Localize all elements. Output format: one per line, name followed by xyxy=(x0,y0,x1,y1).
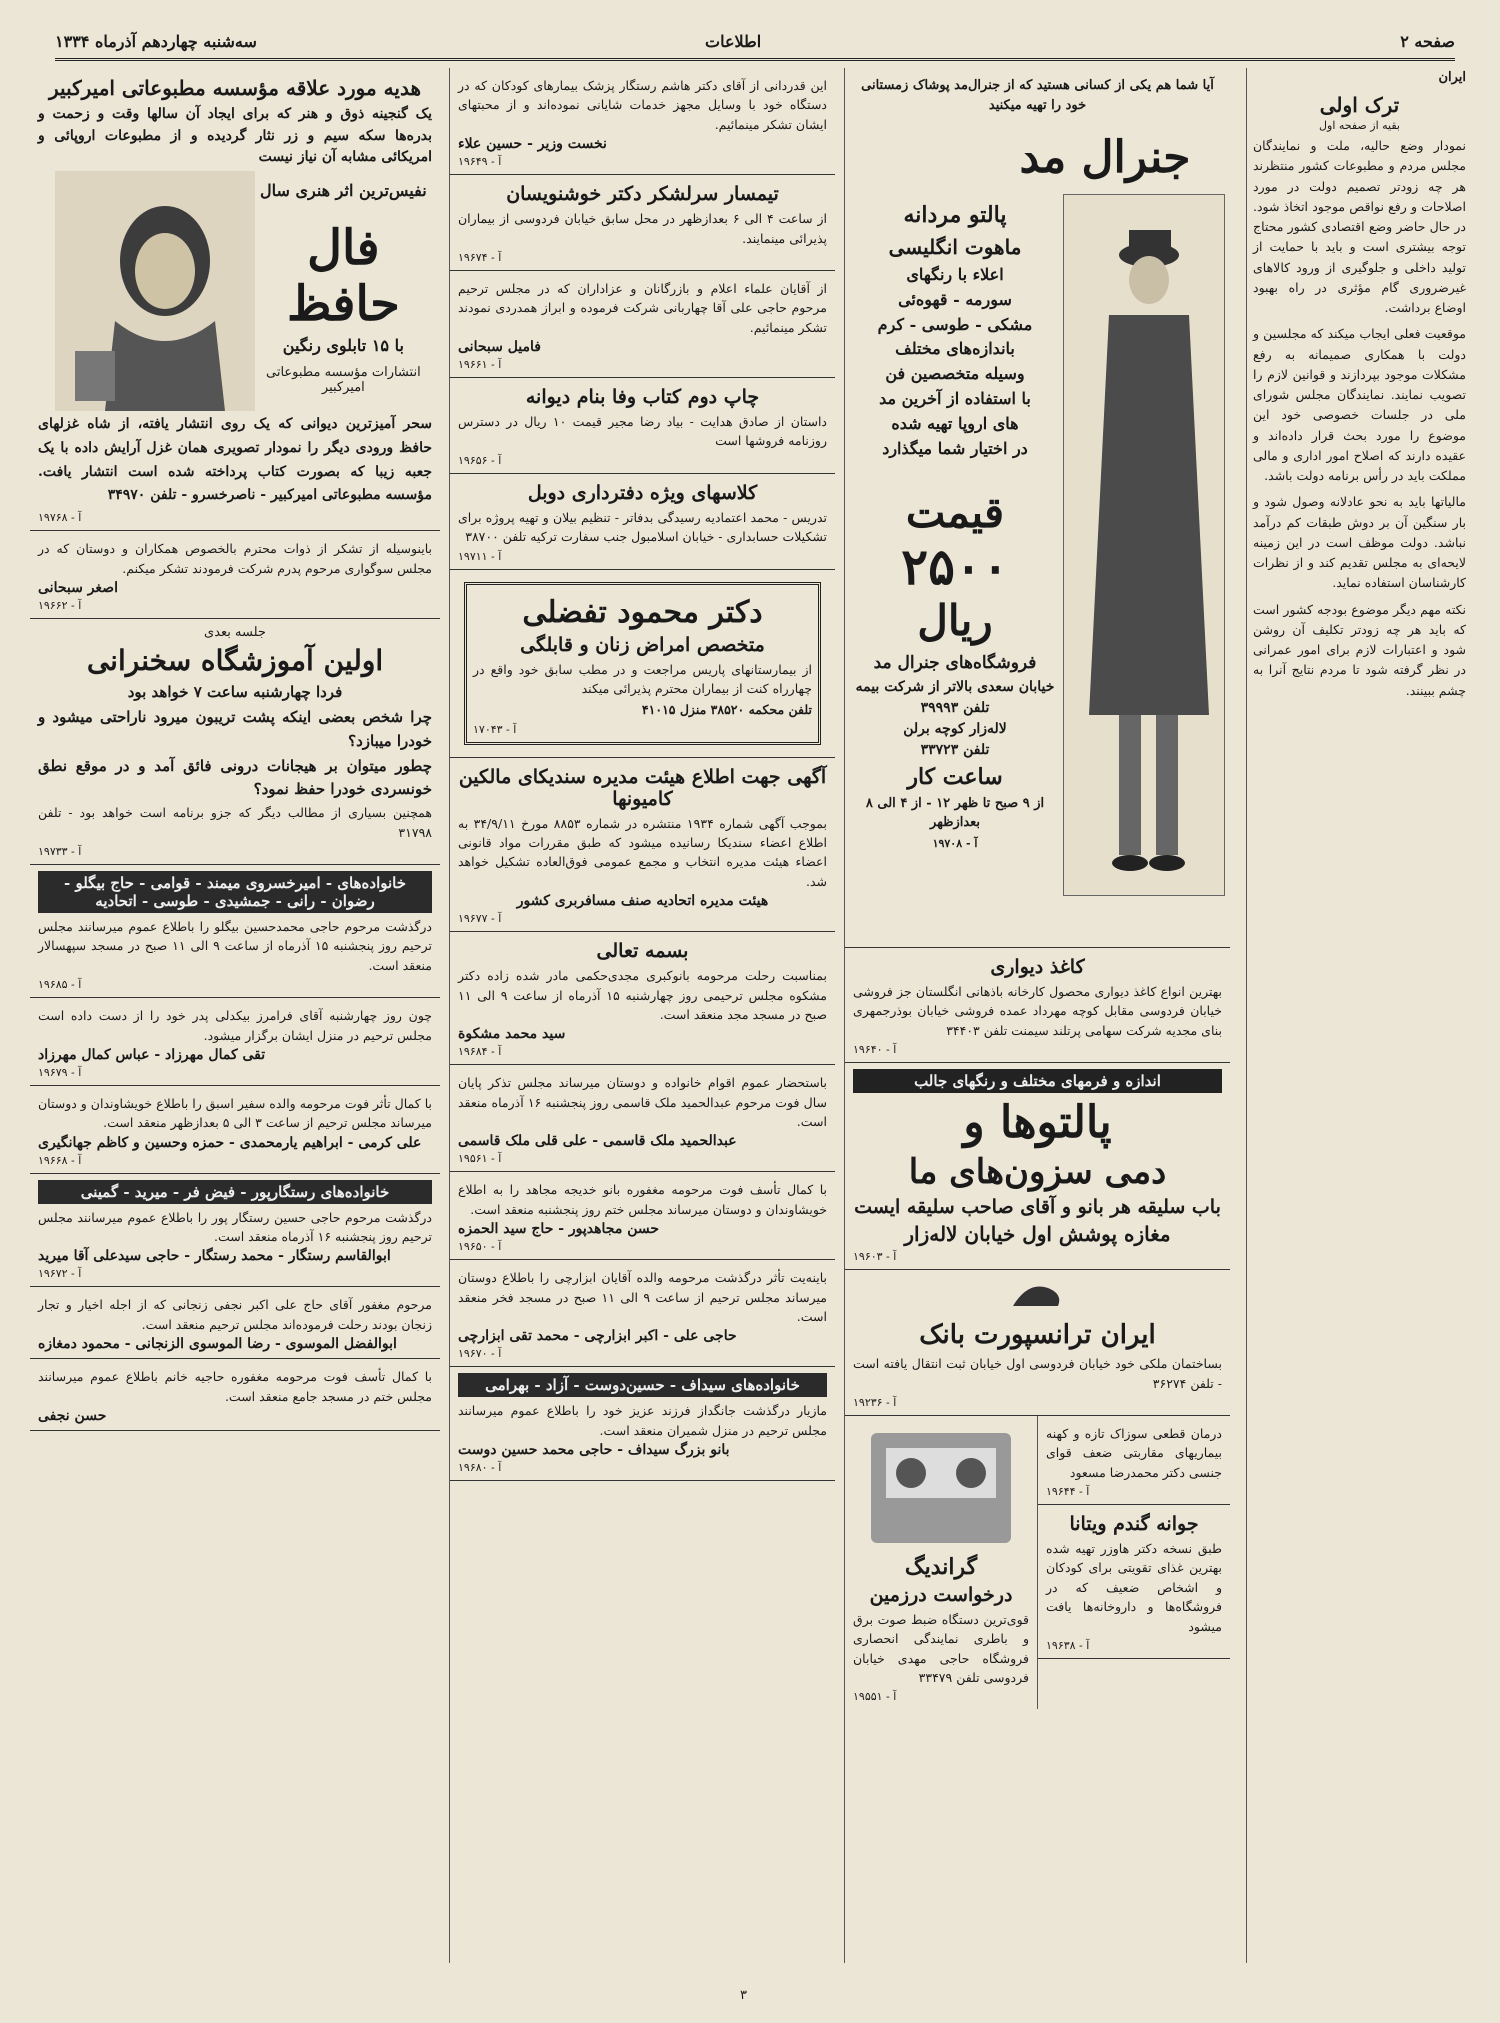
stores xyxy=(855,651,1055,852)
ad-code: آ - ۱۹۶۳۸ xyxy=(1046,1638,1090,1652)
coat-man-illustration xyxy=(1063,194,1225,896)
column-ads-3 xyxy=(449,68,835,1963)
ad-title: جوانه گندم ویتانا xyxy=(1069,1513,1199,1535)
column-ads-2 xyxy=(844,68,1230,1963)
ad-text: یک گنجینه ذوق و هنر که برای ایجاد آن سالها وقت و زحمت و بدره‌ها سکه سیم و زر نثار گردیده و از مطبوعات اروپائی و امریکائی مشابه آن نیاز نیست xyxy=(38,106,432,166)
coat-features xyxy=(855,198,1055,461)
hafez-caption: نفیس‌ترین اثر هنری سال xyxy=(260,181,427,201)
feature-line: باندازه‌های مختلف xyxy=(895,339,1015,359)
notice-text: چون روز چهارشنبه آقای فرامرز بیکدلی پدر خود را از دست داده است مجلس ترحیم در منزل ایشان برگزار میشود. xyxy=(38,1008,432,1043)
notice-text: مرحوم مغفور آقای حاج علی اکبر نجفی زنجانی که از اجله اخیار و تجار زنجان بودند رحلت فرموده‌اند مجلس ترحیم منعقد است. xyxy=(38,1297,432,1332)
notice xyxy=(450,1260,835,1367)
ad-wheat-germ xyxy=(1038,1505,1230,1659)
price-value: ۲۵۰۰ xyxy=(901,537,1009,596)
ad-top: اندازه و فرمهای مختلف و رنگهای جالب xyxy=(853,1069,1222,1093)
ad-code: آ - ۱۹۶۷۷ xyxy=(458,912,502,926)
notice-signature: حاجی علی - اکبر ابزارچی - محمد تقی ابزارچی xyxy=(458,1328,737,1345)
ad-code: آ - ۱۹۷۶۸ xyxy=(38,511,82,525)
ad-column-left xyxy=(845,1416,1037,1710)
feature-line: اعلاء با رنگهای xyxy=(906,265,1004,285)
ad-item xyxy=(450,378,835,474)
feature-line: مشکی - طوسی - کرم xyxy=(877,314,1033,334)
feature-line: های اروپا تهیه شده xyxy=(891,413,1019,433)
ad-title: کلاسهای ویژه دفترداری دوبل xyxy=(527,481,758,504)
feature-line: در اختیار شما میگذارد xyxy=(882,438,1028,458)
ad-text: داستان از صادق هدایت - بیاد رضا مجیر قیمت ۱۰ ریال در دسترس روزنامه فروشها است xyxy=(458,414,827,449)
hours-title: ساعت کار xyxy=(907,763,1003,790)
ad-code: آ - ۱۹۶۸۴ xyxy=(458,1045,502,1059)
ad-title: چاپ دوم کتاب وفا بنام دیوانه xyxy=(525,386,760,408)
ad-code: آ - ۱۹۶۴۰ xyxy=(853,1043,897,1057)
store-address: لاله‌زار کوچه برلن xyxy=(903,720,1007,737)
price-currency: ریال xyxy=(917,596,993,645)
ad-code: آ - ۱۹۶۰۳ xyxy=(853,1250,897,1264)
feature-line: ماهوت انگلیسی xyxy=(888,235,1022,260)
article-paragraph: نکته مهم دیگر موضوع بودجه کشور است که باید هر چه زودتر تکلیف آن روشن شود و اعتبارات لازم برای امور عمرانی در نظر گرفته شود تا مردم نتایج آنرا به چشم ببینند. xyxy=(1253,601,1466,698)
notice-title: خانواده‌های - امیرخسروی میمند - قوامی - حاج بیگلو - رضوان - رانی - جمشیدی - طوسی - اتحادیه xyxy=(38,871,432,913)
ad-code: آ - ۱۹۶۶۲ xyxy=(38,599,82,612)
notice-signature: حسن نجفی xyxy=(38,1407,107,1424)
ad-code: آ - ۱۹۶۸۵ xyxy=(38,978,82,992)
hafez-titles xyxy=(255,171,432,411)
ad-title: درخواست درزمین xyxy=(869,1583,1013,1606)
notice-signature: ابوالقاسم رستگار - محمد رستگار - حاجی سیدعلی آقا میرید xyxy=(38,1248,391,1265)
ad-code: آ - ۱۹۲۳۶ xyxy=(853,1395,897,1409)
ad-line: مغازه پوشش اول خیابان لاله‌زار xyxy=(904,1222,1171,1247)
notice-text: با کمال تأسف فوت مرحومه مغفوره حاجیه خانم باطلاع عموم میرسانند مجلس ختم در مسجد جامع منعقد است. xyxy=(38,1369,432,1404)
store-phone: تلفن ۳۹۹۹۳ xyxy=(920,699,990,716)
ad-item xyxy=(450,68,835,175)
ad-code: آ - ۱۹۶۴۴ xyxy=(1046,1485,1090,1498)
article-paragraph: مالیاتها باید به نحو عادلانه وصول شود و بار سنگین آن بر دوش طبقات کم درآمد نباشد. دولت موظف است در این زمینه لایحه‌ای به مجلس تقدیم کند و از نظرات کارشناسان استفاده نماید. xyxy=(1253,494,1466,591)
store-phone: تلفن ۳۳۷۲۳ xyxy=(920,741,990,758)
ad-signature: فامیل سبحانی xyxy=(458,339,541,355)
ad-headline: پالتوها و xyxy=(963,1097,1112,1149)
notice xyxy=(30,1359,440,1431)
notice-signature: بانو بزرگ سیداف - حاجی محمد حسین دوست xyxy=(458,1442,730,1458)
ad-code: آ - ۱۹۶۷۰ xyxy=(458,1347,502,1361)
lecture-title: اولین آموزشگاه سخنرانی xyxy=(86,644,384,677)
ad-code: آ - ۱۹۶۶۸ xyxy=(38,1153,82,1167)
doctor-specialty: متخصص امراض زنان و قابلگی xyxy=(520,633,765,656)
ad-text: این قدردانی از آقای دکتر هاشم رستگار پزشک بیمارهای کودکان که در دستگاه خود با وسایل مجهز خدمات شایانی نموده‌اند و از محبتهای ایشان تشکر مینمائیم. xyxy=(458,78,827,132)
ad-column-right xyxy=(1037,1416,1230,1710)
hafez-visual xyxy=(38,171,432,411)
ad-wallpaper xyxy=(845,948,1230,1063)
notice xyxy=(30,998,440,1086)
brand: جنرال مد xyxy=(1019,132,1191,183)
ad-signature: اصغر سبحانی xyxy=(38,580,118,596)
feature-line: سورمه - قهوه‌ئی xyxy=(898,289,1012,309)
notice xyxy=(30,1174,440,1288)
lecture-line: چرا شخص بعضی اینکه پشت تریبون میرود ناراحتی میشود و خودرا میبازد؟ xyxy=(38,708,432,750)
ad-row-bottom xyxy=(845,1416,1230,1710)
lecture-line: چطور میتوان بر هیجانات درونی فائق آمد و در موقع نطق خونسردی خودرا حفظ نمود؟ xyxy=(38,756,432,798)
article-title: ترک اولی xyxy=(1319,93,1400,117)
boxed-ad xyxy=(464,582,821,745)
notice xyxy=(450,1172,835,1260)
ad-title: آگهی جهت اطلاع هیئت مدیره سندیکای مالکین کامیونها xyxy=(458,765,827,810)
ad-text: سحر آمیزترین دیوانی که یک روی انتشار یافته، از شاه غزلهای حافظ ورودی دیگر را نمودار تصویری همان غزل آرایش داده با یک جعبه زیبا که بصورت کتاب پرداخته شده است انتشار یافت. مؤسسه مطبوعاتی امیرکبیر - ناصرخسرو - تلفن ۳۴۹۷۰ xyxy=(38,416,432,504)
ad-coats xyxy=(845,1063,1230,1270)
lecture-pre: جلسه بعدی xyxy=(204,625,266,640)
notice-signature: تقی کمال مهرزاد - عباس کمال مهرزاد xyxy=(38,1046,266,1063)
ad-text: از آقایان علماء اعلام و بازرگانان و عزاداران که در مجلس ترحیم مرحوم حاجی علی آقا چهاربانی شرکت فرموده و ابراز همدردی نمودند تشکر مینمائیم. xyxy=(458,280,827,335)
ad-text: از ساعت ۴ الی ۶ بعدازظهر در محل سابق خیابان فردوسی از بیماران پذیرائی مینمایند. xyxy=(458,211,827,246)
ad-code: آ - ۱۹۵۶۱ xyxy=(458,1152,502,1166)
ad-text: تدریس - محمد اعتمادیه رسیدگی بدفاتر - تنظیم بیلان و تهیه پروژه برای تشکیلات حسابداری - خیابان اسلامبول جنب سفارت ترکیه تلفن ۳۸۷۰۰ xyxy=(458,509,827,545)
notice-title: بسمه تعالی xyxy=(596,940,689,963)
bank-logo-icon xyxy=(1008,1276,1068,1316)
ad-hafez xyxy=(30,68,440,531)
notice-text: بمناسبت رحلت مرحومه بانوکبری مجدی‌حکمی مادر شده زاده دکتر مشکوه مجلس ترحیمی روز چهارشنبه ۱۵ آذرماه از ساعت ۹ الی ۱۱ صبح در مسجد مجد منعقد است. xyxy=(458,968,827,1022)
stores-title: فروشگاه‌های جنرال مد xyxy=(873,653,1037,673)
notice-text: مازیار درگذشت جانگداز فرزند عزیز خود را باطلاع عموم میرسانند مجلس ترحیم در منزل شمیران منعقد است. xyxy=(458,1403,827,1438)
ad-code: آ - ۱۹۷۰۸ xyxy=(932,836,978,850)
section-label: ایران xyxy=(1438,70,1466,85)
ad-title: تیمسار سرلشکر دکتر خوشنویسان xyxy=(506,183,779,206)
ad-text: بهترین انواع کاغذ دیواری محصول کارخانه باذهانی انگلستان جز فروشی خیابان فردوسی مقابل کوچه مهرداد عمده فروشی خیابان بوذرجمهری بنای مجدیه شرکت سهامی پرتلند سیمنت تلفن ۳۴۴۰۳ xyxy=(853,984,1222,1038)
issue-date: سه‌شنبه چهاردهم آذرماه ۱۳۳۴ xyxy=(55,32,257,51)
ad-item xyxy=(450,474,835,570)
ad-code: آ - ۱۹۶۸۰ xyxy=(458,1461,502,1474)
ad-jeneral-mod xyxy=(845,68,1230,948)
notice xyxy=(30,1086,440,1174)
ad-doctor-tafazzoli xyxy=(450,570,835,758)
ad-text: بساختمان ملکی خود خیابان فردوسی اول خیابان ثبت انتقال یافته است - تلفن ۳۶۲۷۴ xyxy=(853,1356,1222,1391)
notice-signature: حسن مجاهدپور - حاج سید الحمزه xyxy=(458,1221,660,1238)
notice-signature: عبدالحمید ملک قاسمی - علی قلی ملک قاسمی xyxy=(458,1133,737,1150)
notice-text: باینه‌یت تأثر درگذشت مرحومه والده آقایان ابزارچی را باطلاع دوستان میرساند مجلس ترحیم از ساعت ۹ الی ۱۱ صبح در مسجد فخر منعقد است. xyxy=(458,1270,827,1324)
ad-code: آ - ۱۹۶۴۹ xyxy=(458,155,502,169)
notice-text: با کمال تأسف فوت مرحومه مغفوره بانو خدیجه مجاهد را به اطلاع خویشاوندان و دوستان میرساند مجلس ختم روز پنجشنبه منعقد است. xyxy=(458,1182,827,1217)
feature-line: پالتو مردانه xyxy=(903,202,1007,228)
ad-text: از بیمارستانهای پاریس مراجعت و در مطب سابق خود واقع در چهارراه کنت از بیماران محترم پذیرائی میکند xyxy=(473,661,812,696)
price-block xyxy=(855,488,1055,852)
hafez-publisher: انتشارات مؤسسه مطبوعاتی امیرکبیر xyxy=(266,365,421,396)
ad-code: آ - ۱۹۶۷۴ xyxy=(458,250,502,264)
hafez-book-title: فال حافظ xyxy=(286,220,400,333)
ad-item xyxy=(450,175,835,271)
ad-text: طبق نسخه دکتر هاوزر تهیه شده بهترین غذای تقویتی برای کودکان و اشخاص ضعیف که در فروشگاه‌ها و داروخانه‌ها یافت میشود xyxy=(1046,1541,1222,1634)
hours: از ۹ صبح تا ظهر ۱۲ - از ۴ الی ۸ بعدازظهر xyxy=(865,795,1045,830)
paper-name: اطلاعات xyxy=(705,32,762,51)
column-article xyxy=(1246,68,1472,1963)
notice-text: با کمال تأثر فوت مرحومه والده سفیر اسبق را باطلاع خویشاوندان و دوستان میرساند مجلس ترحیم از ساعت ۳ الی ۵ بعدازظهر منعقد است. xyxy=(37,1095,432,1131)
notice xyxy=(450,1065,835,1172)
notice-signature: ابوالفضل الموسوی - رضا الموسوی الزنجانی - محمود دمغازه xyxy=(38,1336,397,1353)
feature-line: با استفاده از آخرین مد xyxy=(879,389,1031,409)
ad-code: آ - ۱۹۵۵۱ xyxy=(853,1690,897,1704)
ad-truck-syndicate xyxy=(450,758,835,933)
notice-text: درگذشت مرحوم حاجی محمدحسین بیگلو را باطلاع عموم میرسانند مجلس ترحیم روز پنجشنبه ۱۵ آذرماه از ساعت ۹ الی ۱۱ صبح در مسجد سپهسالار منعقد است. xyxy=(38,919,433,973)
notice-text: درگذشت مرحوم حاجی حسین رستگار پور را باطلاع عموم میرسانند مجلس ترحیم روز پنجشنبه ۱۶ آذرماه منعقد است. xyxy=(38,1209,432,1244)
column-ads-4 xyxy=(30,68,440,1963)
ad-code: آ - ۱۹۶۷۲ xyxy=(38,1267,82,1281)
ad-code: آ - ۱۹۶۶۱ xyxy=(458,358,502,371)
notice-signature: سید محمد مشکوة xyxy=(458,1026,566,1043)
ad-text: همچنین بسیاری از مطالب دیگر که جزو برنامه است خواهد بود - تلفن ۳۱۷۹۸ xyxy=(38,805,432,840)
ad-code: آ - ۱۹۷۳۳ xyxy=(38,845,82,858)
article-paragraph: موقعیت فعلی ایجاب میکند که مجلسین و دولت با همکاری صمیمانه به رفع مشکلات موجود بپردازند و قوانین لازم را تصویب نمایند. نمایندگان مجلس شورای ملی در جلسات خصوصی خود این موضوع را مورد بحث قرار داده‌اند و عقیده دارند که اصلاح امور اداری و مالی مملکت باید در رأس برنامه دولت باشد. xyxy=(1253,326,1466,483)
article-subtitle: بقیه از صفحه اول xyxy=(1319,119,1400,132)
masthead xyxy=(55,28,1455,61)
ad-thanks xyxy=(30,531,440,619)
doctor-name: دکتر محمود تفضلی xyxy=(522,594,763,630)
notice-title: خانواده‌های رستگارپور - فیض فر - میرید - گمینی xyxy=(38,1180,432,1204)
notice xyxy=(30,865,440,998)
ad-subheadline: دمی سزون‌های ما xyxy=(908,1152,1167,1193)
notice xyxy=(450,932,835,1065)
ad-text: باینوسیله از تشکر از ذوات محترم بالخصوص همکاران و دوستان که در مجلس سوگواری مرحوم پدرم شرکت فرمودند تشکر میکنم. xyxy=(38,541,432,576)
notice xyxy=(450,1367,835,1481)
notice-text: باستحضار عموم اقوام خانواده و دوستان میرساند مجلس تذکر پایان سال فوت مرحوم عبدالحمید ملک قاسمی روز پنجشنبه ۱۶ آذرماه منعقد است. xyxy=(458,1075,827,1129)
ad-code: آ - ۱۹۷۱۱ xyxy=(458,549,502,563)
bank-name: ایران ترانسپورت بانک xyxy=(919,1320,1156,1351)
notice xyxy=(30,1287,440,1359)
page-number: صفحه ۲ xyxy=(1400,32,1455,51)
ad-code: آ - ۱۹۶۵۰ xyxy=(458,1240,502,1254)
store-address: خیابان سعدی بالاتر از شرکت بیمه xyxy=(855,678,1055,695)
feature-line: وسیله متخصصین فن xyxy=(885,364,1025,384)
ad-text: بموجب آگهی شماره ۱۹۳۴ منتشره در شماره ۸۸۵۳ مورخ ۳۴/۹/۱۱ به اطلاع اعضاء سندیکا رسانیده میشود که طبق مقررات مواد قانونی اعضاء هیئت مدیره انتخاب و مجمع عمومی فوق‌العاده تشکیل خواهد شد. xyxy=(458,815,827,889)
notice-title: خانواده‌های سیداف - حسین‌دوست - آزاد - بهرامی xyxy=(458,1373,827,1397)
brand: گراندیگ xyxy=(904,1553,978,1580)
ad-tape-recorder xyxy=(845,1416,1037,1710)
page-footer-number: ۳ xyxy=(740,1988,747,2003)
ad-speech-school xyxy=(30,619,440,865)
article-paragraph: نمودار وضع حالیه، ملت و نمایندگان مجلس مردم و مطبوعات کشور منتظرند هر چه زودتر تصمیم دولت در مورد اصلاحات و رفع نواقص موجود اتخاذ شود. در حال حاضر وضع اقتصادی کشور محتاج توجه بیشتری است و باید با حمایت از تولید داخلی و جلوگیری از ورود کالاهای غیرضروری گام مؤثری در راه بهبود اوضاع برداشت. xyxy=(1253,138,1466,315)
ad-text: درمان قطعی سوزاک تازه و کهنه بیماریهای مقاربتی ضعف قوای جنسی دکتر محمدرضا مسعود xyxy=(1046,1425,1222,1480)
ad-signature: نخست وزیر - حسین علاء xyxy=(458,136,607,153)
woman-portrait-illustration xyxy=(55,171,255,411)
lecture-line: فردا چهارشنبه ساعت ۷ خواهد بود xyxy=(127,683,343,701)
ad-top: آیا شما هم یکی از کسانی هستید که از جنرال‌مد پوشاک زمستانی خود را تهیه میکنید xyxy=(861,78,1214,114)
price-label: قیمت xyxy=(905,488,1005,537)
ad-code: آ - ۱۹۶۵۶ xyxy=(458,453,502,467)
ad-code: آ - ۱۷۰۴۳ xyxy=(473,722,517,736)
ad-doctor xyxy=(1038,1416,1230,1505)
ad-signature: هیئت مدیره اتحادیه صنف مسافربری کشور xyxy=(516,893,769,910)
ad-title: هدیه مورد علاقه مؤسسه مطبوعاتی امیرکبیر xyxy=(49,76,421,100)
notice-signature: علی کرمی - ابراهیم یارمحمدی - حمزه وحسین و کاظم جهانگیری xyxy=(38,1134,422,1151)
ad-line: باب سلیقه هر بانو و آقای صاحب سلیقه ایست xyxy=(854,1196,1221,1219)
ad-code: آ - ۱۹۶۷۹ xyxy=(38,1065,82,1079)
tape-recorder-illustration xyxy=(866,1428,1016,1548)
doctor-phone: تلفن محکمه ۳۸۵۲۰ منزل ۴۱۰۱۵ xyxy=(641,702,812,718)
ad-item xyxy=(450,271,835,378)
ad-text: قوی‌ترین دستگاه ضبط صوت برق و باطری نمایندگی انحصاری فروشگاه حاجی مهدی خیابان فردوسی تلفن ۳۳۴۷۹ xyxy=(853,1611,1029,1685)
hafez-book-subtitle: با ۱۵ تابلوی رنگین xyxy=(282,336,404,356)
ad-title: کاغذ دیواری xyxy=(990,956,1085,978)
ad-bank xyxy=(845,1270,1230,1416)
